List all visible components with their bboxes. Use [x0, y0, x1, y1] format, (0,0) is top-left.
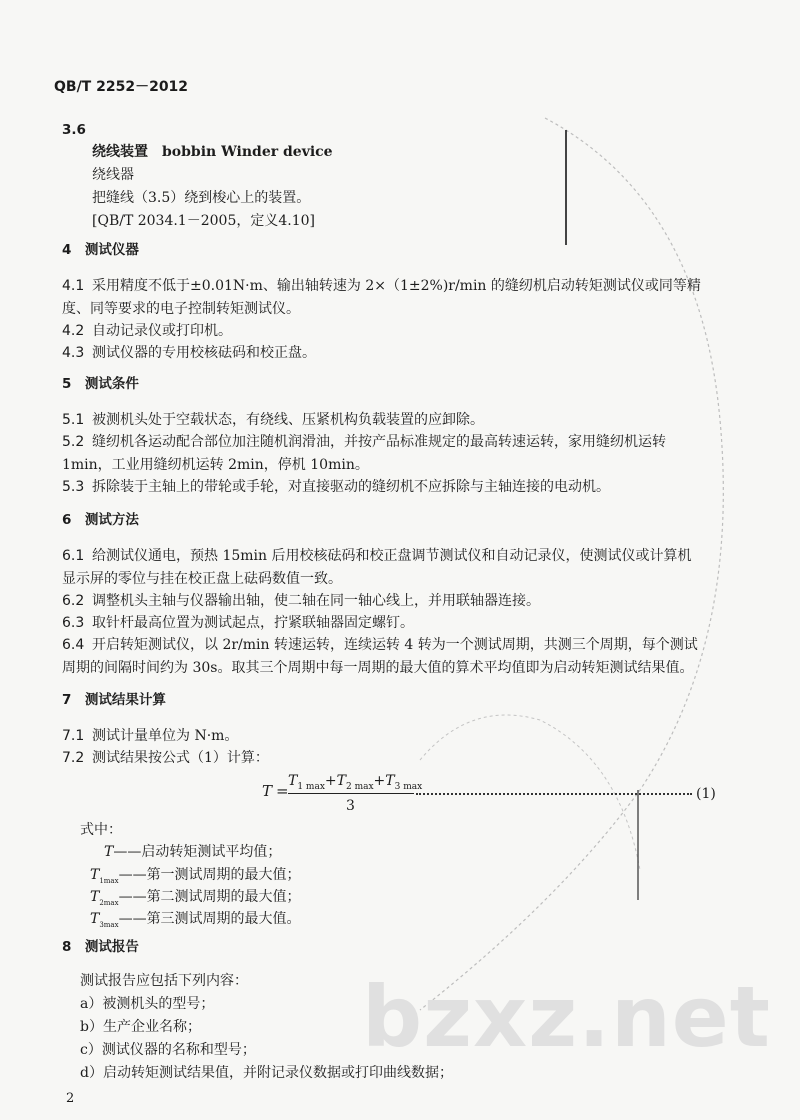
term-reference: [QB/T 2034.1－2005，定义4.10]	[92, 213, 315, 229]
clause-6-4-line1	[62, 636, 698, 654]
clause-number: 5.3	[62, 479, 85, 495]
clause-number: 6.4	[62, 637, 85, 653]
clause-text: 开启转矩测试仪，以 2r/min 转速运转，连续运转 4 转为一个测试周期，共测三个周期，每个测试	[92, 637, 698, 653]
clause-number: 6.1	[62, 548, 85, 564]
clause-text: 调整机头主轴与仪器输出轴，使二轴在同一轴心线上，并用联轴器连接。	[92, 593, 540, 609]
clause-7-2	[62, 749, 269, 767]
clause-5-2-line1	[62, 433, 666, 451]
variable-symbol: T	[90, 889, 100, 905]
clause-text: 自动记录仪或打印机。	[92, 323, 232, 339]
clause-text: 采用精度不低于±0.01N·m、输出轴转速为 2×（1±2%)r/min 的缝纫机启动转矩测试仪或同等精	[92, 278, 701, 294]
numerator-sub-2: 2 max	[345, 781, 374, 792]
clause-6-1-line2: 显示屏的零位与挂在校正盘上砝码数值一致。	[62, 571, 342, 587]
section-6-title: 6 测试方法	[62, 512, 139, 528]
variable-symbol: T	[90, 911, 100, 927]
clause-text: 拆除装于主轴上的带轮或手轮，对直接驱动的缝纫机不应拆除与主轴连接的电动机。	[92, 479, 610, 495]
clause-number: 4.2	[62, 323, 85, 339]
report-item-a: a）被测机头的型号；	[80, 996, 215, 1012]
variable-T3max	[90, 910, 301, 934]
variable-T1max	[90, 866, 301, 890]
document-code: QB/T 2252－2012	[54, 79, 189, 95]
section-4-title: 4 测试仪器	[62, 242, 139, 258]
clause-6-3	[62, 614, 414, 632]
clause-text: 给测试仪通电，预热 15min 后用校核砝码和校正盘调节测试仪和自动记录仪，使测试仪或计算机	[92, 548, 692, 564]
clause-number: 5.1	[62, 412, 85, 428]
numerator-term-1: T	[288, 773, 298, 789]
formula-lhs	[262, 782, 289, 800]
variable-subscript: 1max	[99, 876, 119, 885]
variable-desc: ——启动转矩测试平均值；	[113, 844, 282, 860]
clause-4-1-line2: 度、同等要求的电子控制转矩测试仪。	[62, 301, 300, 317]
clause-4-3	[62, 344, 316, 362]
plus-1: +	[324, 773, 337, 789]
page-number: 2	[66, 1091, 75, 1106]
clause-number: 7.2	[62, 750, 85, 766]
variable-subscript: 2max	[99, 898, 119, 907]
section-8-title: 8 测试报告	[62, 939, 139, 955]
clause-6-1-line1	[62, 547, 691, 565]
formula-label: (1)	[696, 786, 716, 802]
fraction-bar	[288, 793, 414, 794]
clause-number: 5.2	[62, 434, 85, 450]
clause-4-2	[62, 322, 232, 340]
clause-text: 测试结果按公式（1）计算：	[92, 750, 269, 766]
clause-text: 测试计量单位为 N·m。	[92, 728, 239, 744]
clause-text: 测试仪器的专用校核砝码和校正盘。	[92, 345, 316, 361]
variable-symbol: T	[90, 867, 100, 883]
clause-number: 4.1	[62, 278, 85, 294]
clause-6-4-line2: 周期的间隔时间约为 30s。取其三个周期中每一周期的最大值的算术平均值即为启动转矩测试结果值。	[62, 660, 694, 676]
clause-7-1	[62, 727, 238, 745]
variable-symbol: T	[104, 844, 114, 860]
clause-text: 取针杆最高位置为测试起点，拧紧联轴器固定螺钉。	[92, 615, 414, 631]
formula-leader-dots	[416, 793, 692, 795]
watermark: bzxz.net	[362, 968, 771, 1066]
clause-text: 被测机头处于空载状态，有绕线、压紧机构负载装置的应卸除。	[92, 412, 484, 428]
clause-number: 6.2	[62, 593, 85, 609]
variable-T	[104, 843, 281, 861]
numerator-term-3: T	[385, 773, 395, 789]
term-definition: 把缝线（3.5）绕到梭心上的装置。	[92, 190, 311, 206]
clause-4-1-line1	[62, 277, 701, 295]
section-7-title: 7 测试结果计算	[62, 692, 166, 708]
variable-desc: ——第二测试周期的最大值；	[118, 889, 301, 905]
clause-number: 4.3	[62, 345, 85, 361]
numerator-sub-1: 1 max	[297, 781, 325, 792]
formula-T: T	[262, 782, 273, 800]
term-bobbin-winder: 绕线装置 bobbin Winder device	[92, 144, 333, 160]
variable-desc: ——第一测试周期的最大值；	[118, 867, 301, 883]
report-item-d: d）启动转矩测试结果值，并附记录仪数据或打印曲线数据；	[80, 1065, 453, 1081]
term-alias: 绕线器	[92, 167, 134, 183]
report-item-b: b）生产企业名称；	[80, 1019, 201, 1035]
plus-2: +	[373, 773, 386, 789]
formula-equals: =	[276, 782, 289, 800]
clause-5-3	[62, 478, 610, 496]
clause-number: 6.3	[62, 615, 85, 631]
variable-desc: ——第三测试周期的最大值。	[118, 911, 301, 927]
section-3-6-number: 3.6	[62, 122, 86, 138]
section-5-title: 5 测试条件	[62, 376, 139, 392]
numerator-sub-3: 3 max	[394, 781, 423, 792]
variable-T2max	[90, 888, 301, 912]
numerator-term-2: T	[336, 773, 346, 789]
clause-5-1	[62, 411, 484, 429]
formula-denominator: 3	[346, 798, 355, 814]
clause-6-2	[62, 592, 540, 610]
variable-subscript: 3max	[99, 920, 119, 929]
report-item-c: c）测试仪器的名称和型号；	[80, 1042, 256, 1058]
clause-number: 7.1	[62, 728, 85, 744]
report-intro: 测试报告应包括下列内容：	[80, 973, 248, 989]
where-label: 式中：	[80, 822, 122, 838]
clause-5-2-line2: 1min，工业用缝纫机运转 2min，停机 10min。	[62, 457, 369, 473]
clause-text: 缝纫机各运动配合部位加注随机润滑油，并按产品标准规定的最高转速运转，家用缝纫机运转	[92, 434, 666, 450]
